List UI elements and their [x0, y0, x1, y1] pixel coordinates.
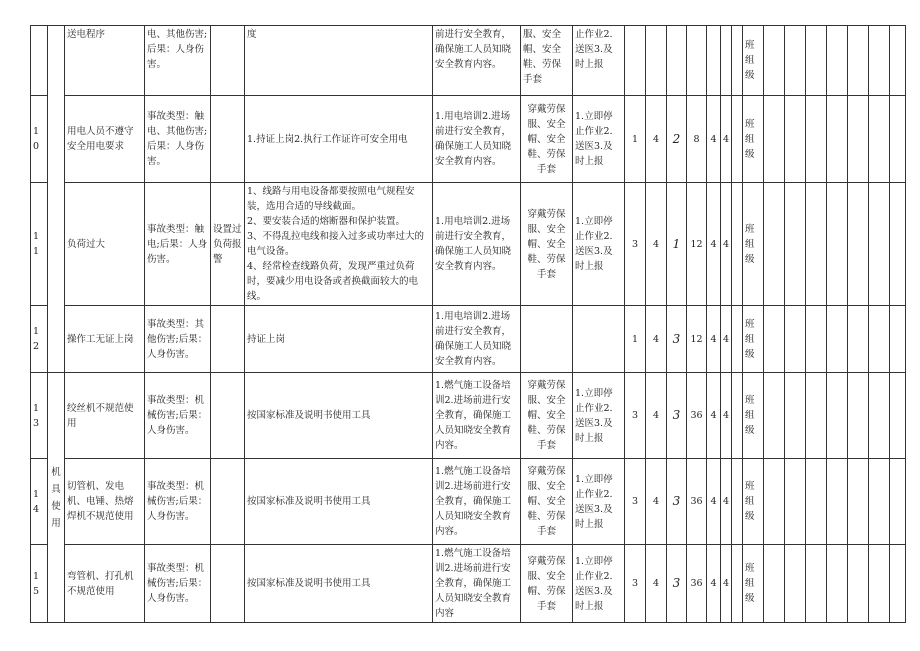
d-cell: 36	[687, 373, 707, 459]
blank-cell	[785, 545, 806, 623]
no-cell: 10	[31, 96, 48, 183]
l-cell: 3	[625, 183, 646, 306]
blank-cell	[890, 459, 906, 545]
accident-cell: 事故类型：其他伤害;后果：人身伤害。	[145, 306, 211, 373]
category-cell	[48, 373, 65, 623]
measure-sign-cell	[211, 545, 245, 623]
blank-cell	[848, 306, 869, 373]
d-cell: 12	[687, 306, 707, 373]
blank-cell	[806, 306, 827, 373]
ppe-cell: 穿戴劳保服、安全帽、劳保手套	[521, 545, 573, 623]
measure-sign-cell: 设置过负荷报警	[211, 183, 245, 306]
table-row	[31, 459, 906, 545]
category-cell	[48, 96, 65, 183]
blank-cell	[732, 26, 743, 96]
l-cell: 3	[625, 373, 646, 459]
blank-cell	[890, 545, 906, 623]
hazard-cell: 切管机、发电机、电锤、热熔焊机不规范使用	[65, 459, 145, 545]
blank-cell	[890, 183, 906, 306]
blank-cell	[732, 373, 743, 459]
no-cell: 15	[31, 545, 48, 623]
blank-cell	[764, 183, 785, 306]
blank-cell	[764, 459, 785, 545]
blank-cell	[785, 373, 806, 459]
c-cell: 3	[667, 373, 687, 459]
blank-cell	[869, 459, 890, 545]
training-cell: 前进行安全教育，确保施工人员知晓安全教育内容。	[433, 26, 521, 96]
no-cell: 12	[31, 306, 48, 373]
table-row	[31, 26, 906, 96]
blank-cell	[848, 459, 869, 545]
hazard-cell: 负荷过大	[65, 183, 145, 306]
table-row	[31, 183, 906, 306]
level-cell: 4	[707, 373, 721, 459]
blank-cell	[806, 96, 827, 183]
blank-cell	[827, 306, 848, 373]
blank-cell	[764, 26, 785, 96]
category-label: 机具使用	[51, 466, 61, 529]
table-row	[31, 306, 906, 373]
training-cell: 1.燃气施工设备培训2.进场前进行安全教育，确保施工人员知晓安全教育内容。	[433, 373, 521, 459]
blank-cell	[890, 373, 906, 459]
blank-cell	[785, 183, 806, 306]
blank-cell	[732, 183, 743, 306]
blank-cell	[869, 545, 890, 623]
training-cell: 1.用电培训2.进场前进行安全教育，确保施工人员知晓安全教育内容。	[433, 306, 521, 373]
technical-measure-cell: 1、线路与用电设备都要按照电气规程安装，选用合适的导线截面。 2、要安装合适的熔断器和保护装置。 3、不得乱拉电线和接入过多或功率过大的电气设备。 4、经常检查线路负荷，发现严重过负荷时，要减少用电设备或者换截面较大的电线。	[245, 183, 433, 306]
blank-cell	[848, 96, 869, 183]
e-cell: 4	[646, 183, 667, 306]
x-cell: 4	[721, 96, 732, 183]
hazard-cell: 送电程序	[65, 26, 145, 96]
category-cell	[48, 26, 65, 96]
blank-cell	[890, 96, 906, 183]
blank-cell	[827, 183, 848, 306]
blank-cell	[806, 26, 827, 96]
e-cell: 4	[646, 306, 667, 373]
training-cell: 1.燃气施工设备培训2.进场前进行安全教育，确保施工人员知晓安全教育内容	[433, 545, 521, 623]
e-cell: 4	[646, 459, 667, 545]
blank-cell	[848, 373, 869, 459]
training-cell: 1.用电培训2.进场前进行安全教育，确保施工人员知晓安全教育内容。	[433, 183, 521, 306]
blank-cell	[827, 96, 848, 183]
blank-cell	[806, 545, 827, 623]
measure-sign-cell	[211, 26, 245, 96]
hazard-cell: 弯管机、打孔机不规范使用	[65, 545, 145, 623]
blank-cell	[890, 306, 906, 373]
c-cell: 3	[667, 545, 687, 623]
blank-cell	[848, 183, 869, 306]
no-cell: 13	[31, 373, 48, 459]
accident-cell: 事故类型：机械伤害;后果：人身伤害。	[145, 459, 211, 545]
category-cell	[48, 306, 65, 373]
blank-cell	[848, 545, 869, 623]
blank-cell	[827, 545, 848, 623]
d-cell: 12	[687, 183, 707, 306]
manager-cell: 班组级	[743, 545, 764, 623]
measure-sign-cell	[211, 306, 245, 373]
table-row	[31, 545, 906, 623]
c-cell: 3	[667, 459, 687, 545]
accident-cell: 事故类型：机械伤害;后果：人身伤害。	[145, 373, 211, 459]
x-cell	[721, 26, 732, 96]
ppe-cell	[521, 306, 573, 373]
blank-cell	[732, 545, 743, 623]
manager-cell: 班组级	[743, 96, 764, 183]
blank-cell	[764, 306, 785, 373]
emergency-cell: 止作业2.送医3.及时上报	[573, 26, 625, 96]
emergency-cell: 1.立即停止作业2.送医3.及时上报	[573, 183, 625, 306]
blank-cell	[869, 96, 890, 183]
level-cell: 4	[707, 183, 721, 306]
blank-cell	[806, 459, 827, 545]
blank-cell	[785, 459, 806, 545]
c-cell	[667, 26, 687, 96]
d-cell: 36	[687, 459, 707, 545]
emergency-cell: 1.立即停止作业2.送医3.及时上报	[573, 373, 625, 459]
ppe-cell: 穿戴劳保服、安全帽、安全鞋、劳保手套	[521, 96, 573, 183]
e-cell: 4	[646, 373, 667, 459]
manager-cell: 班组级	[743, 183, 764, 306]
manager-cell: 班组级	[743, 373, 764, 459]
l-cell	[625, 26, 646, 96]
blank-cell	[869, 183, 890, 306]
c-cell: 3	[667, 306, 687, 373]
d-cell: 36	[687, 545, 707, 623]
no-cell: 14	[31, 459, 48, 545]
training-cell: 1.燃气施工设备培训2.进场前进行安全教育，确保施工人员知晓安全教育内容。	[433, 459, 521, 545]
manager-cell: 班组级	[743, 459, 764, 545]
x-cell: 4	[721, 459, 732, 545]
x-cell: 4	[721, 306, 732, 373]
table-row	[31, 373, 906, 459]
l-cell: 3	[625, 545, 646, 623]
l-cell: 1	[625, 96, 646, 183]
ppe-cell: 穿戴劳保服、安全帽、安全鞋、劳保手套	[521, 373, 573, 459]
d-cell: 8	[687, 96, 707, 183]
blank-cell	[764, 373, 785, 459]
e-cell: 4	[646, 545, 667, 623]
blank-cell	[869, 26, 890, 96]
blank-cell	[869, 306, 890, 373]
emergency-cell: 1.立即停止作业2.送医3.及时上报	[573, 459, 625, 545]
level-cell: 4	[707, 306, 721, 373]
emergency-cell: 1.立即停止作业2.送医3.及时上报	[573, 96, 625, 183]
blank-cell	[869, 373, 890, 459]
hazard-cell: 用电人员不遵守安全用电要求	[65, 96, 145, 183]
d-cell	[687, 26, 707, 96]
level-cell: 4	[707, 96, 721, 183]
blank-cell	[890, 26, 906, 96]
measure-sign-cell	[211, 96, 245, 183]
risk-assessment-table	[30, 25, 906, 623]
blank-cell	[764, 545, 785, 623]
blank-cell	[806, 373, 827, 459]
training-cell: 1.用电培训2.进场前进行安全教育，确保施工人员知晓安全教育内容。	[433, 96, 521, 183]
e-cell: 4	[646, 96, 667, 183]
x-cell: 4	[721, 545, 732, 623]
c-cell: 2	[667, 96, 687, 183]
blank-cell	[827, 459, 848, 545]
accident-cell: 事故类型：机械伤害;后果：人身伤害。	[145, 545, 211, 623]
technical-measure-cell: 1.持证上岗2.执行工作证许可安全用电	[245, 96, 433, 183]
l-cell: 3	[625, 459, 646, 545]
ppe-cell: 穿戴劳保服、安全帽、安全鞋、劳保手套	[521, 459, 573, 545]
technical-measure-cell: 按国家标准及说明书使用工具	[245, 373, 433, 459]
blank-cell	[785, 306, 806, 373]
c-cell: 1	[667, 183, 687, 306]
technical-measure-cell: 持证上岗	[245, 306, 433, 373]
accident-cell: 事故类型：触电、其他伤害;后果：人身伤害。	[145, 96, 211, 183]
l-cell: 1	[625, 306, 646, 373]
technical-measure-cell: 按国家标准及说明书使用工具	[245, 545, 433, 623]
blank-cell	[848, 26, 869, 96]
category-cell	[48, 183, 65, 306]
manager-cell: 班组级	[743, 26, 764, 96]
level-cell: 4	[707, 545, 721, 623]
blank-cell	[827, 373, 848, 459]
ppe-cell: 服、安全帽、安全鞋、劳保手套	[521, 26, 573, 96]
ppe-cell: 穿戴劳保服、安全帽、安全鞋、劳保手套	[521, 183, 573, 306]
emergency-cell	[573, 306, 625, 373]
e-cell	[646, 26, 667, 96]
accident-cell: 电、其他伤害;后果：人身伤害。	[145, 26, 211, 96]
accident-cell: 事故类型：触电;后果：人身伤害。	[145, 183, 211, 306]
level-cell	[707, 26, 721, 96]
table-row	[31, 96, 906, 183]
blank-cell	[785, 96, 806, 183]
manager-cell: 班组级	[743, 306, 764, 373]
emergency-cell: 1.立即停止作业2.送医3.及时上报	[573, 545, 625, 623]
blank-cell	[732, 96, 743, 183]
blank-cell	[785, 26, 806, 96]
no-cell: 11	[31, 183, 48, 306]
level-cell: 4	[707, 459, 721, 545]
x-cell: 4	[721, 183, 732, 306]
blank-cell	[806, 183, 827, 306]
measure-sign-cell	[211, 459, 245, 545]
blank-cell	[732, 306, 743, 373]
hazard-cell: 操作工无证上岗	[65, 306, 145, 373]
measure-sign-cell	[211, 373, 245, 459]
technical-measure-cell: 度	[245, 26, 433, 96]
blank-cell	[764, 96, 785, 183]
no-cell	[31, 26, 48, 96]
blank-cell	[827, 26, 848, 96]
hazard-cell: 绞丝机不规范使用	[65, 373, 145, 459]
x-cell: 4	[721, 373, 732, 459]
blank-cell	[732, 459, 743, 545]
technical-measure-cell: 按国家标准及说明书使用工具	[245, 459, 433, 545]
